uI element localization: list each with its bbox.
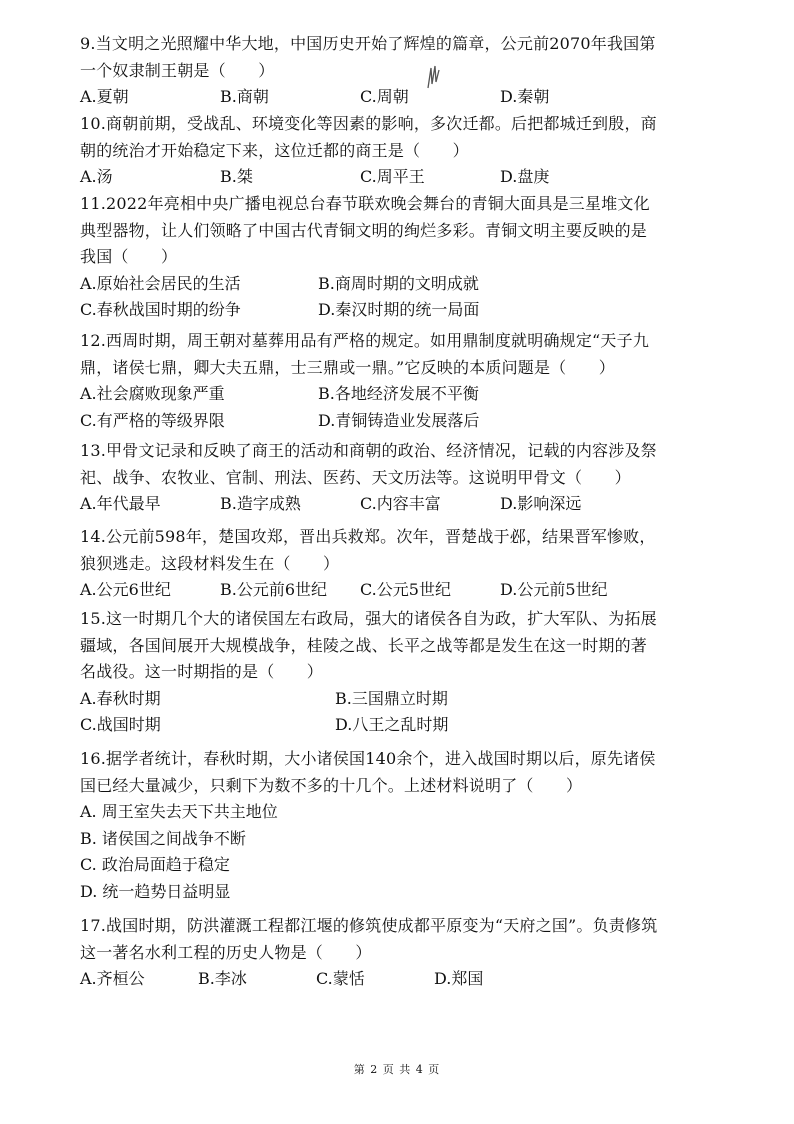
option-a: A.年代最早 <box>80 494 161 513</box>
option-b: B.商朝 <box>220 87 269 106</box>
option-a: A. 周王室失去天下共主地位 <box>80 802 278 821</box>
question-16 <box>80 746 660 905</box>
question-13 <box>80 438 660 518</box>
option-row <box>80 271 660 298</box>
option-b: B.桀 <box>220 167 253 186</box>
question-15 <box>80 606 660 739</box>
question-17 <box>80 913 660 993</box>
option-c: C.内容丰富 <box>360 494 441 513</box>
option-b: B.造字成熟 <box>220 494 301 513</box>
page-number-footer: 第 2 页 共 4 页 <box>353 1063 441 1076</box>
question-stem: 17.战国时期，防洪灌溉工程都江堰的修筑使成都平原变为“天府之国”。负责修筑这一著名水利工程的历史人物是（ ） <box>80 916 658 962</box>
option-c: C.战国时期 <box>80 715 161 734</box>
option-d: D.青铜铸造业发展落后 <box>318 410 480 430</box>
option-a: A.公元6世纪 <box>80 580 171 599</box>
option-row <box>80 408 660 435</box>
option-row <box>80 84 660 111</box>
option-c: C.周朝 <box>360 87 409 106</box>
option-b: B.各地经济发展不平衡 <box>318 384 479 403</box>
option-a: A.汤 <box>80 167 113 186</box>
option-row <box>80 966 660 993</box>
question-12 <box>80 328 660 434</box>
question-stem: 15.这一时期几个大的诸侯国左右政局，强大的诸侯各自为政，扩大军队、为拓展疆域，各国间展开大规模战争，桂陵之战、长平之战等都是发生在这一时期的著名战役。这一时期指的是（ ） <box>80 609 657 681</box>
question-stem: 16.据学者统计，春秋时期，大小诸侯国140余个，进入战国时期以后，原先诸侯国已经大量减少，只剩下为数不多的十几个。上述材料说明了（ ） <box>80 749 656 795</box>
option-a: A.齐桓公 <box>80 969 145 988</box>
option-b: B.公元前6世纪 <box>220 580 328 599</box>
option-a: A.原始社会居民的生活 <box>80 273 241 293</box>
option-a: A.夏朝 <box>80 87 129 106</box>
option-d: D.影响深远 <box>500 494 582 513</box>
option-d: D.郑国 <box>434 969 484 988</box>
question-stem: 12.西周时期，周王朝对墓葬用品有严格的规定。如用鼎制度就明确规定“天子九鼎，诸侯七鼎，卿大夫五鼎，士三鼎或一鼎。”它反映的本质问题是（ ） <box>80 331 650 377</box>
option-list <box>80 799 660 905</box>
option-row <box>80 381 660 408</box>
option-b: B.三国鼎立时期 <box>335 688 448 708</box>
question-stem: 10.商朝前期，受战乱、环境变化等因素的影响，多次迁都。后把都城迁到殷，商朝的统治才开始稳定下来，这位迁都的商王是（ ） <box>80 114 657 160</box>
option-a: A.社会腐败现象严重 <box>80 384 225 403</box>
question-9 <box>80 31 660 111</box>
option-d: D.盘庚 <box>500 167 550 186</box>
option-b: B.李冰 <box>198 969 247 988</box>
option-c: C.春秋战国时期的纷争 <box>80 300 241 319</box>
question-stem: 9.当文明之光照耀中华大地，中国历史开始了辉煌的篇章，公元前2070年我国第一个奴隶制王朝是（ ） <box>80 34 656 80</box>
option-c: C. 政治局面趋于稳定 <box>80 855 230 874</box>
option-b: B. 诸侯国之间战争不断 <box>80 828 246 848</box>
question-11 <box>80 191 660 324</box>
option-row <box>80 577 660 604</box>
question-stem: 13.甲骨文记录和反映了商王的活动和商朝的政治、经济情况，记载的内容涉及祭祀、战争、农牧业、官制、刑法、医药、天文历法等。这说明甲骨文（ ） <box>80 441 657 487</box>
option-row <box>80 491 660 518</box>
option-row <box>80 164 660 191</box>
option-d: D.秦汉时期的统一局面 <box>318 300 480 319</box>
option-c: C.蒙恬 <box>316 969 365 988</box>
option-a: A.春秋时期 <box>80 688 161 708</box>
question-stem: 11.2022年亮相中央广播电视总台春节联欢晚会舞台的青铜大面具是三星堆文化典型器物，让人们领略了中国古代青铜文明的绚烂多彩。青铜文明主要反映的是我国（ ） <box>80 194 650 266</box>
option-row <box>80 712 660 739</box>
option-d: D.秦朝 <box>500 87 550 106</box>
option-row <box>80 297 660 324</box>
option-c: C.有严格的等级界限 <box>80 410 225 430</box>
question-10 <box>80 111 660 191</box>
option-c: C.公元5世纪 <box>360 580 451 599</box>
question-stem: 14.公元前598年，楚国攻郑，晋出兵救郑。次年，晋楚战于邲，结果晋军惨败，狼狈逃走。这段材料发生在（ ） <box>80 527 656 573</box>
option-d: D. 统一趋势日益明显 <box>80 881 231 901</box>
option-c: C.周平王 <box>360 167 425 186</box>
option-d: D.八王之乱时期 <box>335 715 449 734</box>
question-14 <box>80 524 660 604</box>
option-b: B.商周时期的文明成就 <box>318 273 479 293</box>
option-row <box>80 686 660 713</box>
option-d: D.公元前5世纪 <box>500 580 608 599</box>
